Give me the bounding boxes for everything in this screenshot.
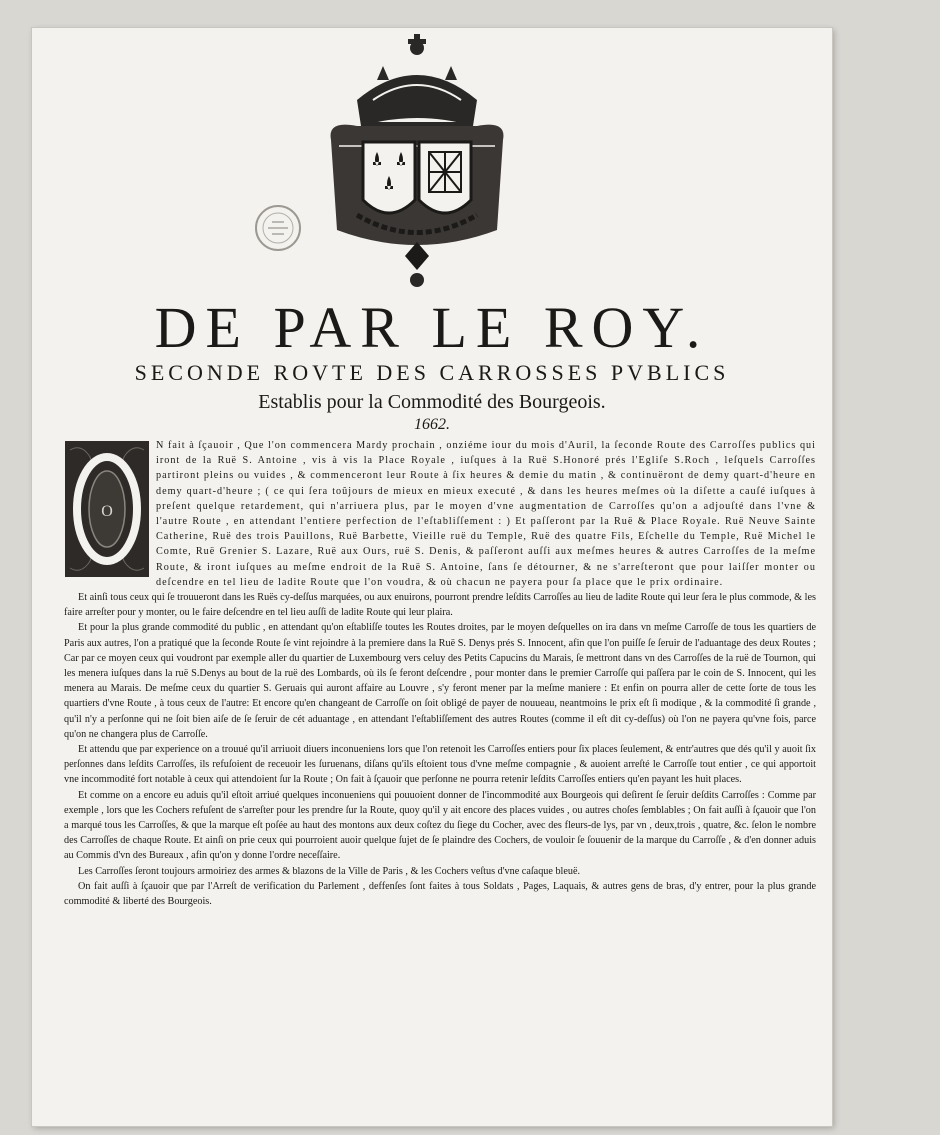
page-subtitle: SECONDE ROVTE DES CARROSSES PVBLICS [134,360,730,385]
library-stamp-icon [250,200,306,256]
paragraph-5: Et comme on a encore eu aduis qu'il eſtoit arriué quelques inconueniens qui pouuoient donner de l'incommodité aux Bourgeois qui deſirent ſe ſeruir deſdits Carroſſes : Comme par exemple , lors que les Cochers refuſent de s'arreſter pour les prendre ſur la Route, quoy qu'il y ait encore des places vuides , ou autres choſes ſemblables ; On fait auſſi à ſçauoir que l'on a marqué tous les Carroſſes, & que la marque eſt poſée au haut des montons aux deux coſtez du ſiege du Cocher, avec des fleurs-de lys, par vn , deux,trois , quatre, &c. ſelon le nombre des Carroſſes de chaque Route. Et ainſi on prie ceux qui pourroient auoir quelque ſujet de ſe plaindre des Cochers, de vouloir ſe ſouuenir de la marque du Carroſſe , & d'en donner aduis au Commis d'vn des Bureaux , afin qu'on y donne l'ordre neceſſaire. [64,789,816,862]
page-subtitle-2: Establis pour la Commodité des Bourgeois. [258,391,606,413]
decorated-initial [64,440,150,578]
date-line: 1662. [414,416,450,433]
ornate-initial-icon [64,440,150,578]
royal-coat-of-arms-icon [317,30,517,292]
placard-page [32,28,832,1126]
paragraph-3: Et pour la plus grande commodité du public , en attendant qu'on eſtabliſſe toutes les Routes droites, par le moyen deſquelles on ira dans vn meſme Carroſſe de tous les quartiers de Paris aux autres, l'on a pratiqué que la ſeconde Route ſe vint rejoindre à la premiere dans la Ruë S. Denys prés S. Innocent, afin que l'on puiſſe ſe ſeruir de l'aduantage des deux Routes ; Car par ce moyen ceux qui voudront par exemple aller du quartier de Luxembourg vers celuy des Petits Capucins du Marais, ſe mettront dans vn des Carroſſes de la ruë de Tournon, qui les menera iuſques dans la ruë S.Denys au bout de la ruë des Lombards, où ils ſe feront deſcendre , pour monter dans le premier Carroſſe qui paſſera par le coin de S. Innocent, qui les menera au Marais. De meſme ceux du quartier S. Geruais qui auront affaire au Louvre , s'y feront mener par la meſme maniere : Et enfin on pourra aller de cette ſorte de tous les quartiers d'vne Route , à tous ceux de l'autre: Et encore qu'en changeant de Carroſſe on ſoit obligé de payer de nouueau, neantmoins le prix eſt ſi modique , & la commodité ſi grande , qu'il n'y a perſonne qui ne ſoit bien aiſe de ſe ſeruir de cét aduantage , en attendant l'eſtabliſſement des autres Routes (comme il eſt dit cy-deſſus) où l'on ne payera qu'vne fois, parce qu'on ne changera plus de Carroſſe. [64,622,816,740]
paragraph-4: Et attendu que par experience on a trouué qu'il arriuoit diuers inconueniens lors que l'on retenoit les Carroſſes entiers pour ſix places ſeulement, & entr'autres que dés qu'il y auoit ſix perſonnes dans leſdits Carroſſes, ils refuſoient de receuoir les ſuruenans, diſans qu'ils eſtoient tous d'vne meſme compagnie , & auoient arreſté le Carroſſe tout entier , ce qui apportoit vne incommodité fort notable à ceux qui attendoient ſur la Route ; On fait à ſçauoir que perſonne ne pourra retenir leſdits Carroſſes entiers qu'en payant les huit places. [64,744,816,786]
paragraph-1: N fait à ſçauoir , Que l'on commencera Mardy prochain , onziéme iour du mois d'Auril, la ſeconde Route des Carroſſes publics qui iront de la Ruë S. Antoine , vis à vis la Place Royale , iuſques à la Ruë S.Honoré prés l'Egliſe S.Roch , leſquels Carroſſes partiront pleins ou vuides , & commenceront leur Route à ſix heures & demie du matin , & continuëront de demy quart-d'heure en demy quart-d'heure ; ( ce qui ſera toûjours de mieux en mieux executé , & dans les heures meſmes où la diſette a cauſé iuſques à preſent quelque retardement, qui n'arriuera plus, par le moyen d'vne augmentation de Carroſſes qu'on a adjouſté dans l'vne & l'autre Route , en attendant l'entiere perfection de l'eſtabliſſement : ) Et paſſeront par la Ruë & Place Royale. Ruë Neuve Sainte Catherine, Ruë des trois Pauillons, Ruë Barbette, Vieille ruë du Temple, Ruë des quatre Fils, Eſchelle du Temple, Ruë Michel le Comte, Ruë Grenier S. Lazare, Ruë aux Ours, ruë S. Denis, & paſſeront auſſi aux meſmes heures & autres Carroſſes de la meſme Route, & iront iuſques au meſme endroit de la Ruë S. Antoine, ſans ſe détourner, & ne s'arreſteront que pour laiſſer monter ou deſcendre en tel lieu de ladite Route que l'on voudra, & où chacun ne payera pour ſa place que le prix ordinaire. [156,440,816,588]
document-body [64,438,816,909]
dropcap-letter: O [101,503,113,520]
page-title: DE PAR LE ROY. [154,295,710,360]
paragraph-6: Les Carroſſes ſeront toujours armoiriez des armes & blazons de la Ville de Paris , & les Cochers veſtus d'vne caſaque bleuë. [78,865,581,877]
paragraph-7: On fait auſſi à ſçauoir que par l'Arreſt de verification du Parlement , deffenſes ſont faites à tous Soldats , Pages, Laquais, & autres gens de bras, d'y entrer, pour la plus grande commodité & liberté des Bourgeois. [64,880,816,908]
paragraph-2: Et ainſi tous ceux qui ſe trouueront dans les Ruës cy-deſſus marquées, ou aux enuirons, pourront prendre leſdits Carroſſes au lieu de ladite Route qui leur ſera le plus commode, & les faire arreſter pour y monter, ou le faire deſcendre en tel lieu auſſi de ladite Route qui leur plaira. [64,592,816,619]
